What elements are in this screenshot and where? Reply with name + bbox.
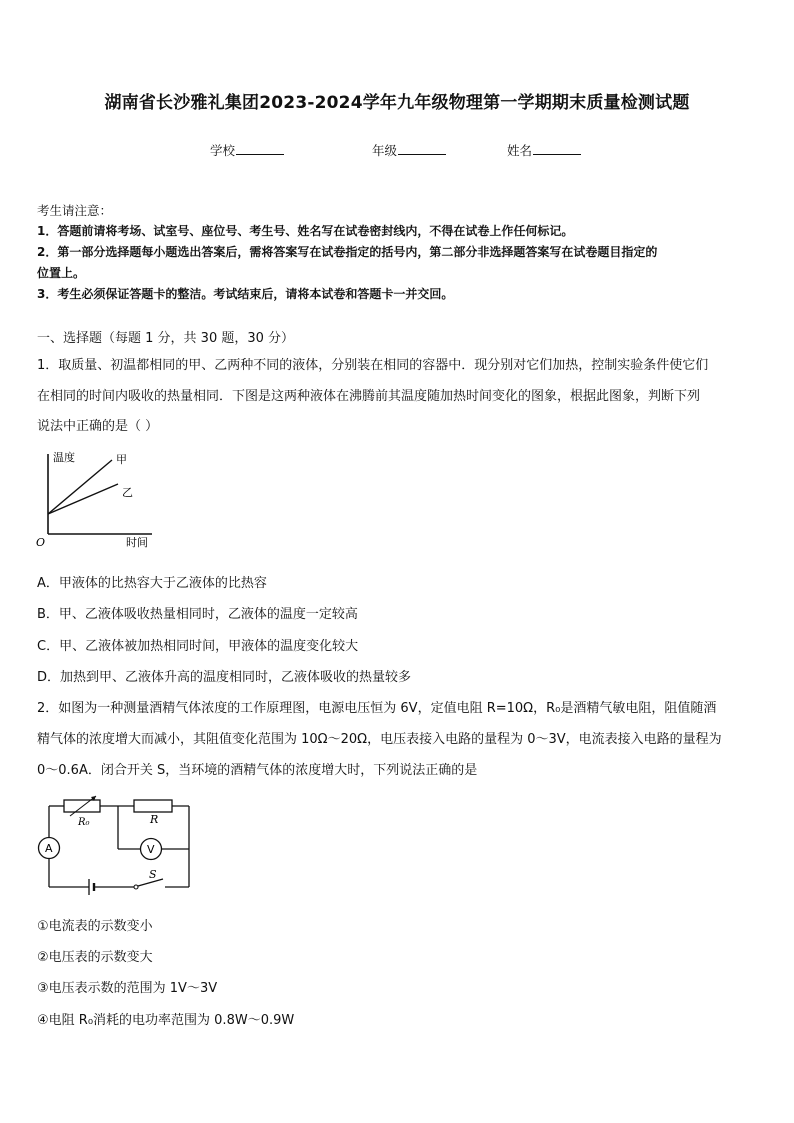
notice-item: 位置上。 [37, 266, 86, 280]
q1-option-a: A．甲液体的比热容大于乙液体的比热容 [37, 576, 267, 591]
name-field [507, 141, 581, 159]
q1-option-d: D．加热到甲、乙液体升高的温度相同时，乙液体吸收的热量较多 [37, 670, 412, 685]
r0-label: R₀ [78, 817, 90, 828]
line-jia [48, 460, 112, 514]
q1-line: 在相同的时间内吸收的热量相同．下图是这两种液体在沸腾前其温度随加热时间变化的图象，根据此图象，判断下列 [37, 389, 701, 404]
r-label: R [150, 813, 159, 826]
y-axis-label: 温度 [53, 451, 75, 464]
r-resistor [134, 800, 172, 812]
section-heading: 一、选择题（每题 1 分，共 30 题，30 分） [37, 331, 295, 346]
r0-resistor [64, 800, 100, 812]
origin-label: O [36, 536, 46, 549]
x-axis-label: 时间 [126, 536, 148, 549]
q2-statement-3: ③电压表示数的范围为 1V～3V [37, 981, 218, 996]
line-yi-label: 乙 [122, 486, 133, 499]
name-label: 姓名 [507, 143, 533, 158]
q2-statement-1: ①电流表的示数变小 [37, 919, 153, 934]
q1-line: 说法中正确的是（ ） [37, 419, 159, 434]
q1-line: 1．取质量、初温都相同的甲、乙两种不同的液体，分别装在相同的容器中．现分别对它们加热，控制实验条件使它们 [37, 358, 709, 373]
q2-line: 0～0.6A．闭合开关 S，当环境的酒精气体的浓度增大时，下列说法正确的是 [37, 763, 478, 778]
switch-icon [134, 885, 138, 889]
page-title: 湖南省长沙雅礼集团2023-2024学年九年级物理第一学期期末质量检测试题 [104, 93, 690, 113]
q2-line: 精气体的浓度增大而减小，其阻值变化范围为 10Ω～20Ω，电压表接入电路的量程为 0～3V，电流表接入电路的量程为 [37, 732, 722, 747]
q2-line: 2．如图为一种测量酒精气体浓度的工作原理图，电源电压恒为 6V，定值电阻 R=10Ω，R₀是酒精气敏电阻，阻值随酒 [37, 701, 717, 716]
circuit-diagram [36, 794, 196, 902]
line-jia-label: 甲 [116, 453, 127, 466]
grade-blank [398, 142, 446, 155]
notice-item: 2．第一部分选择题每小题选出答案后，需将答案写在试卷指定的括号内，第二部分非选择题答案写在试卷题目指定的 [37, 245, 658, 259]
name-blank [533, 142, 581, 155]
q1-option-b: B．甲、乙液体吸收热量相同时，乙液体的温度一定较高 [37, 607, 358, 622]
notice-heading: 考生请注意： [37, 203, 113, 218]
variable-arrow [70, 796, 96, 816]
q1-option-c: C．甲、乙液体被加热相同时间，甲液体的温度变化较大 [37, 639, 359, 654]
school-blank [236, 142, 284, 155]
notice-item: 1．答题前请将考场、试室号、座位号、考生号、姓名写在试卷密封线内，不得在试卷上作任何标记。 [37, 224, 574, 238]
q2-statement-4: ④电阻 R₀消耗的电功率范围为 0.8W～0.9W [37, 1013, 295, 1028]
voltmeter-label: V [147, 843, 155, 856]
grade-field [372, 141, 446, 159]
switch-label: S [149, 868, 157, 881]
ammeter-label: A [45, 842, 53, 855]
school-field [210, 141, 284, 159]
temperature-time-graph [34, 448, 164, 552]
line-yi [48, 484, 118, 514]
school-label: 学校 [210, 143, 236, 158]
grade-label: 年级 [372, 143, 398, 158]
q2-statement-2: ②电压表的示数变大 [37, 950, 153, 965]
notice-item: 3．考生必须保证答题卡的整洁。考试结束后，请将本试卷和答题卡一并交回。 [37, 287, 454, 301]
